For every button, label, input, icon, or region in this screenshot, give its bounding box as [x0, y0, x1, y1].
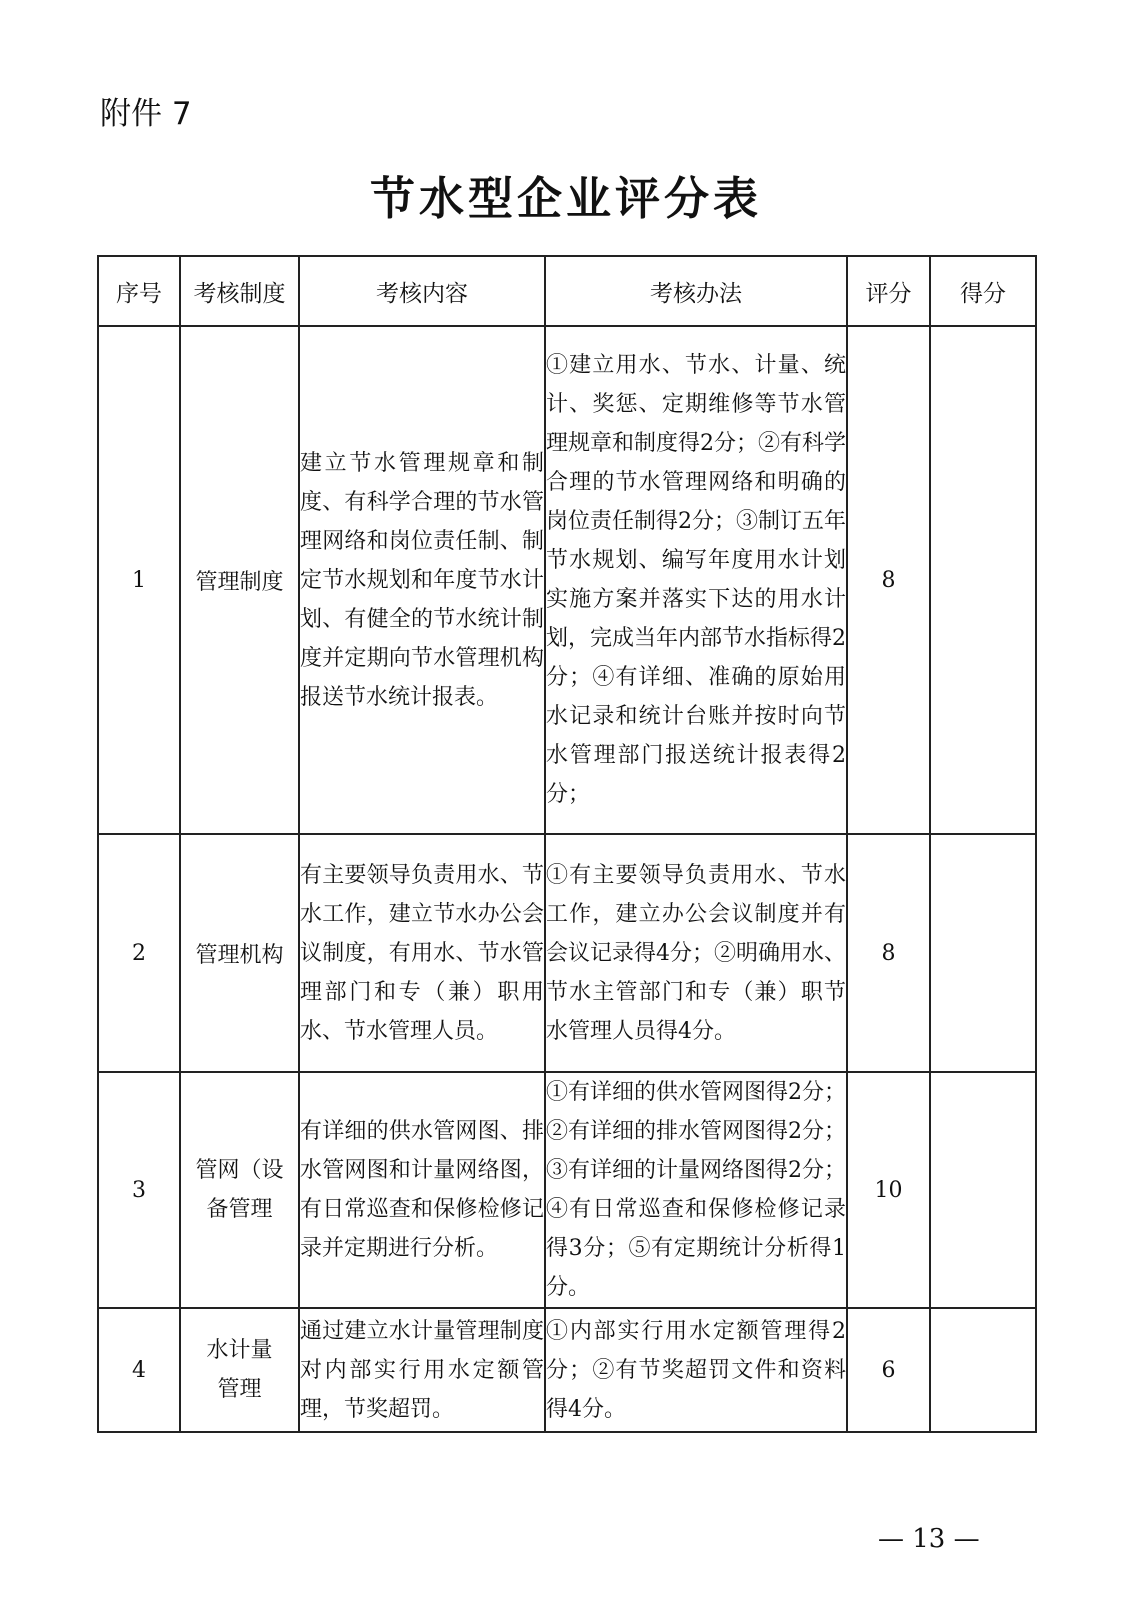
- score-table: [97, 255, 1037, 1433]
- cell-score: 10: [847, 1072, 930, 1308]
- page-title: 节水型企业评分表: [369, 172, 762, 225]
- cell-obtained: [930, 1308, 1036, 1432]
- cell-method: ①有主要领导负责用水、节水工作，建立办公会议制度并有会议记录得4分；②明确用水、节水主管部门和专（兼）职节水管理人员得4分。: [545, 834, 847, 1072]
- cell-method: ①内部实行用水定额管理得2分；②有节奖超罚文件和资料得4分。: [545, 1308, 847, 1432]
- table-row: [98, 326, 1036, 834]
- header-obtained: 得分: [930, 256, 1036, 326]
- cell-index: 2: [98, 834, 180, 1072]
- cell-content: 通过建立水计量管理制度对内部实行用水定额管理，节奖超罚。: [299, 1308, 545, 1432]
- cell-system: 管理制度: [180, 326, 299, 834]
- header-row: [98, 256, 1036, 326]
- cell-content: 有主要领导负责用水、节水工作，建立节水办公会议制度，有用水、节水管理部门和专（兼）职用水、节水管理人员。: [299, 834, 545, 1072]
- header-content: 考核内容: [299, 256, 545, 326]
- cell-score: 6: [847, 1308, 930, 1432]
- table-row: [98, 834, 1036, 1072]
- cell-index: 4: [98, 1308, 180, 1432]
- cell-content: 有详细的供水管网图、排水管网图和计量网络图，有日常巡查和保修检修记录并定期进行分析。: [299, 1072, 545, 1308]
- cell-index: 3: [98, 1072, 180, 1308]
- cell-content: 建立节水管理规章和制度、有科学合理的节水管理网络和岗位责任制、制定节水规划和年度节水计划、有健全的节水统计制度并定期向节水管理机构报送节水统计报表。: [299, 326, 545, 834]
- attachment-label: 附件 7: [100, 96, 192, 132]
- cell-system: 管理机构: [180, 834, 299, 1072]
- cell-score: 8: [847, 834, 930, 1072]
- cell-system: 管网（设备管理: [180, 1072, 299, 1308]
- cell-system: 水计量管理: [180, 1308, 299, 1432]
- cell-method: ①建立用水、节水、计量、统计、奖惩、定期维修等节水管理规章和制度得2分；②有科学合理的节水管理网络和明确的岗位责任制得2分；③制订五年节水规划、编写年度用水计划实施方案并落实下达的用水计划，完成当年内部节水指标得2分；④有详细、准确的原始用水记录和统计台账并按时向节水管理部门报送统计报表得2分；: [545, 326, 847, 834]
- cell-obtained: [930, 834, 1036, 1072]
- header-score: 评分: [847, 256, 930, 326]
- header-index: 序号: [98, 256, 180, 326]
- cell-obtained: [930, 1072, 1036, 1308]
- page-number: — 13 —: [878, 1524, 980, 1554]
- cell-obtained: [930, 326, 1036, 834]
- header-method: 考核办法: [545, 256, 847, 326]
- cell-index: 1: [98, 326, 180, 834]
- table-row: [98, 1308, 1036, 1432]
- cell-score: 8: [847, 326, 930, 834]
- table-row: [98, 1072, 1036, 1308]
- header-system: 考核制度: [180, 256, 299, 326]
- cell-method: ①有详细的供水管网图得2分；②有详细的排水管网图得2分；③有详细的计量网络图得2分；④有日常巡查和保修检修记录得3分；⑤有定期统计分析得1分。: [545, 1072, 847, 1308]
